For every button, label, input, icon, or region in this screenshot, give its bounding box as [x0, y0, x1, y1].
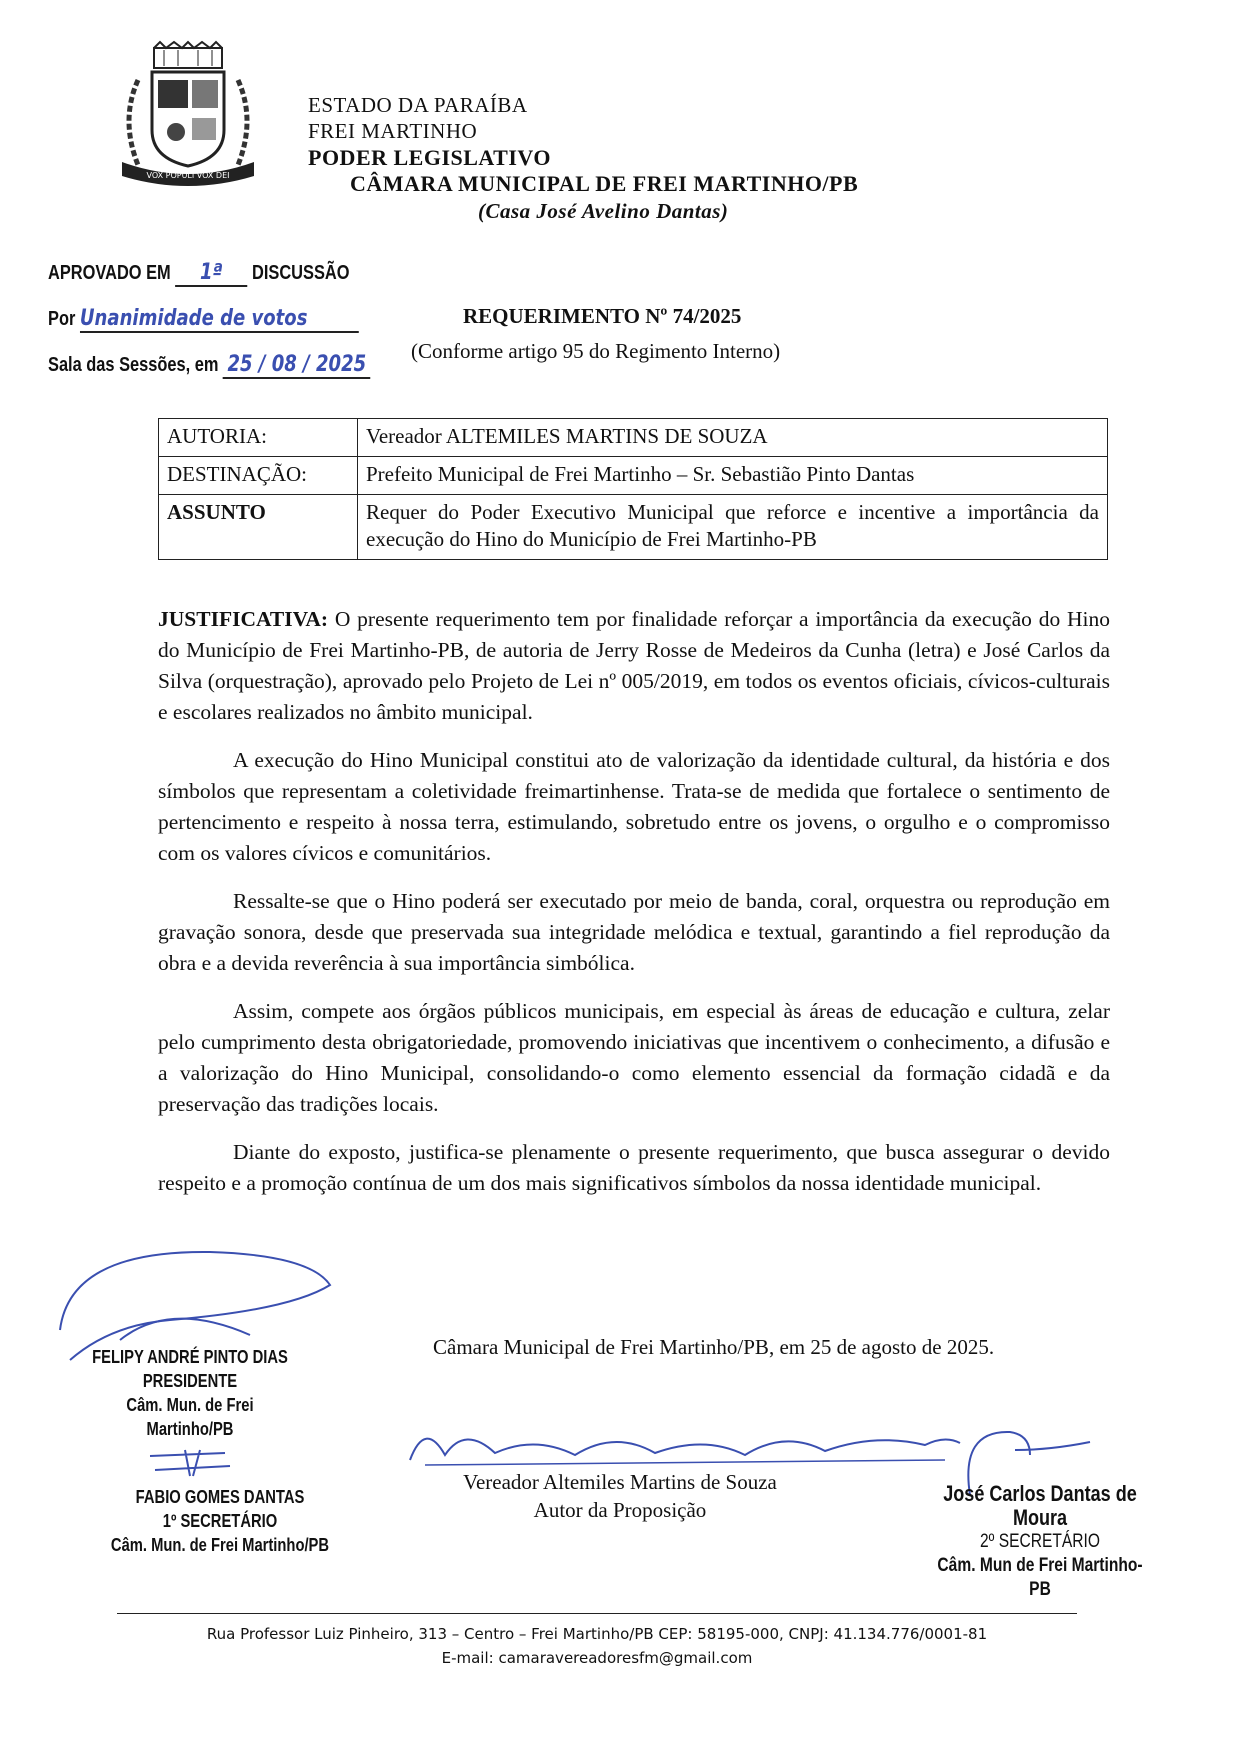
justification-text-1: O presente requerimento tem por finalidade reforçar a importância da execução do Hino do Município de Frei Martinho-PB, de autoria de Jerry Rosse de Medeiros da Cunha (letra) e José Carlos da Silva (orquestração), aprovado pelo Projeto de Lei nº 005/2019, em todos os eventos oficiais, cívicos-culturais e escolares realizados no âmbito municipal. [158, 607, 1110, 724]
approval-by-label: Por [48, 308, 76, 330]
approval-discussion-hand: 1ª [175, 260, 247, 287]
president-signature-block [83, 1345, 296, 1441]
municipal-crest-logo [108, 40, 268, 190]
author-signature-block [430, 1468, 810, 1524]
second-secretary-signature-block [933, 1482, 1146, 1602]
table-row [159, 419, 1108, 457]
first-secretary-signature-scribble [145, 1448, 235, 1478]
table-row [159, 457, 1108, 495]
authorship-key: AUTORIA: [159, 419, 358, 457]
city-date: Câmara Municipal de Frei Martinho/PB, em 25 de agosto de 2025. [433, 1335, 995, 1359]
info-table [158, 418, 1108, 560]
justification-paragraph-3: Ressalte-se que o Hino poderá ser executado por meio de banda, coral, orquestra ou reprodução em gravação sonora, desde que preservada sua integridade melódica e textual, garantindo a fiel reprodução da obra e a devida reverência à sua importância simbólica. [158, 889, 1110, 975]
approval-by [48, 306, 359, 333]
first-secretary-role: 1º SECRETÁRIO [162, 1511, 278, 1531]
header-city: FREI MARTINHO [308, 119, 478, 143]
first-secretary-signature-block [97, 1485, 343, 1557]
justification-paragraph-2: A execução do Hino Municipal constitui ato de valorização da identidade cultural, da história e dos símbolos que representam a coletividade freimartinhense. Trata-se de medida que fortalece o sentimento de pertencimento e respeito à nossa terra, estimulando, sobretudo entre os jovens, o orgulho e o compromisso com os valores cívicos e comunitários. [158, 748, 1110, 865]
header-power: PODER LEGISLATIVO [308, 145, 551, 170]
president-role: PRESIDENTE [142, 1371, 238, 1391]
first-secretary-name: FABIO GOMES DANTAS [135, 1487, 305, 1507]
justification-label: JUSTIFICATIVA: [158, 607, 329, 631]
header-chamber: CÂMARA MUNICIPAL DE FREI MARTINHO/PB [350, 171, 859, 196]
justification-body [158, 604, 1110, 1216]
table-row [159, 495, 1108, 560]
footer-email: E-mail: camaravereadoresfm@gmail.com [441, 1649, 753, 1667]
header-state: ESTADO DA PARAÍBA [308, 93, 528, 117]
approval-prefix: APROVADO EM [48, 262, 171, 284]
approval-by-hand: Unanimidade de votos [80, 306, 359, 333]
president-name: FELIPY ANDRÉ PINTO DIAS [92, 1347, 288, 1367]
destination-key: DESTINAÇÃO: [159, 457, 358, 495]
justification-paragraph-5: Diante do exposto, justifica-se plenamente o presente requerimento, que busca assegurar o devido respeito e a promoção contínua de um dos mais significativos símbolos da nossa identidade municipal. [158, 1140, 1110, 1195]
second-secretary-org: Câm. Mun de Frei Martinho-PB [937, 1555, 1143, 1600]
justification-paragraph-1 [158, 604, 1110, 728]
requerimento-subtitle: (Conforme artigo 95 do Regimento Interno) [411, 339, 781, 363]
justification-paragraph-4: Assim, compete aos órgãos públicos municipais, em especial às áreas de educação e cultura, zelar pelo cumprimento desta obrigatoriedade, promovendo iniciativas que incentivem o conhecimento, a difusão e a valorização do Hino Municipal, consolidando-o como elemento essencial da formação cidadã e da preservação das tradições locais. [158, 999, 1110, 1116]
president-org: Câm. Mun. de Frei Martinho/PB [126, 1395, 254, 1439]
author-name: Vereador Altemiles Martins de Souza [463, 1470, 777, 1494]
footer-divider [117, 1613, 1077, 1614]
subject-value: Requer do Poder Executivo Municipal que reforce e incentive a importância da execução do Hino do Município de Frei Martinho-PB [358, 495, 1108, 560]
session-date [48, 352, 371, 379]
session-date-hand: 25 / 08 / 2025 [223, 352, 371, 379]
crest-motto: VOX POPULI VOX DEI [146, 171, 230, 180]
approval-suffix: DISCUSSÃO [251, 262, 350, 284]
first-secretary-org: Câm. Mun. de Frei Martinho/PB [110, 1535, 330, 1555]
second-secretary-role: 2º SECRETÁRIO [980, 1531, 1100, 1552]
second-secretary-name: José Carlos Dantas de Moura [943, 1481, 1137, 1530]
footer [117, 1622, 1077, 1670]
author-role: Autor da Proposição [533, 1498, 707, 1522]
subject-key: ASSUNTO [159, 495, 358, 560]
footer-address: Rua Professor Luiz Pinheiro, 313 – Centro – Frei Martinho/PB CEP: 58195-000, CNPJ: 41.134.776/0001-81 [206, 1625, 988, 1643]
destination-value: Prefeito Municipal de Frei Martinho – Sr. Sebastião Pinto Dantas [358, 457, 1108, 495]
authorship-value: Vereador ALTEMILES MARTINS DE SOUZA [358, 419, 1108, 457]
header-house: (Casa José Avelino Dantas) [478, 199, 729, 223]
approval-stamp [48, 260, 349, 287]
author-signature-scribble [405, 1415, 965, 1475]
session-date-label: Sala das Sessões, em [48, 354, 219, 376]
requerimento-title: REQUERIMENTO Nº 74/2025 [463, 304, 742, 328]
